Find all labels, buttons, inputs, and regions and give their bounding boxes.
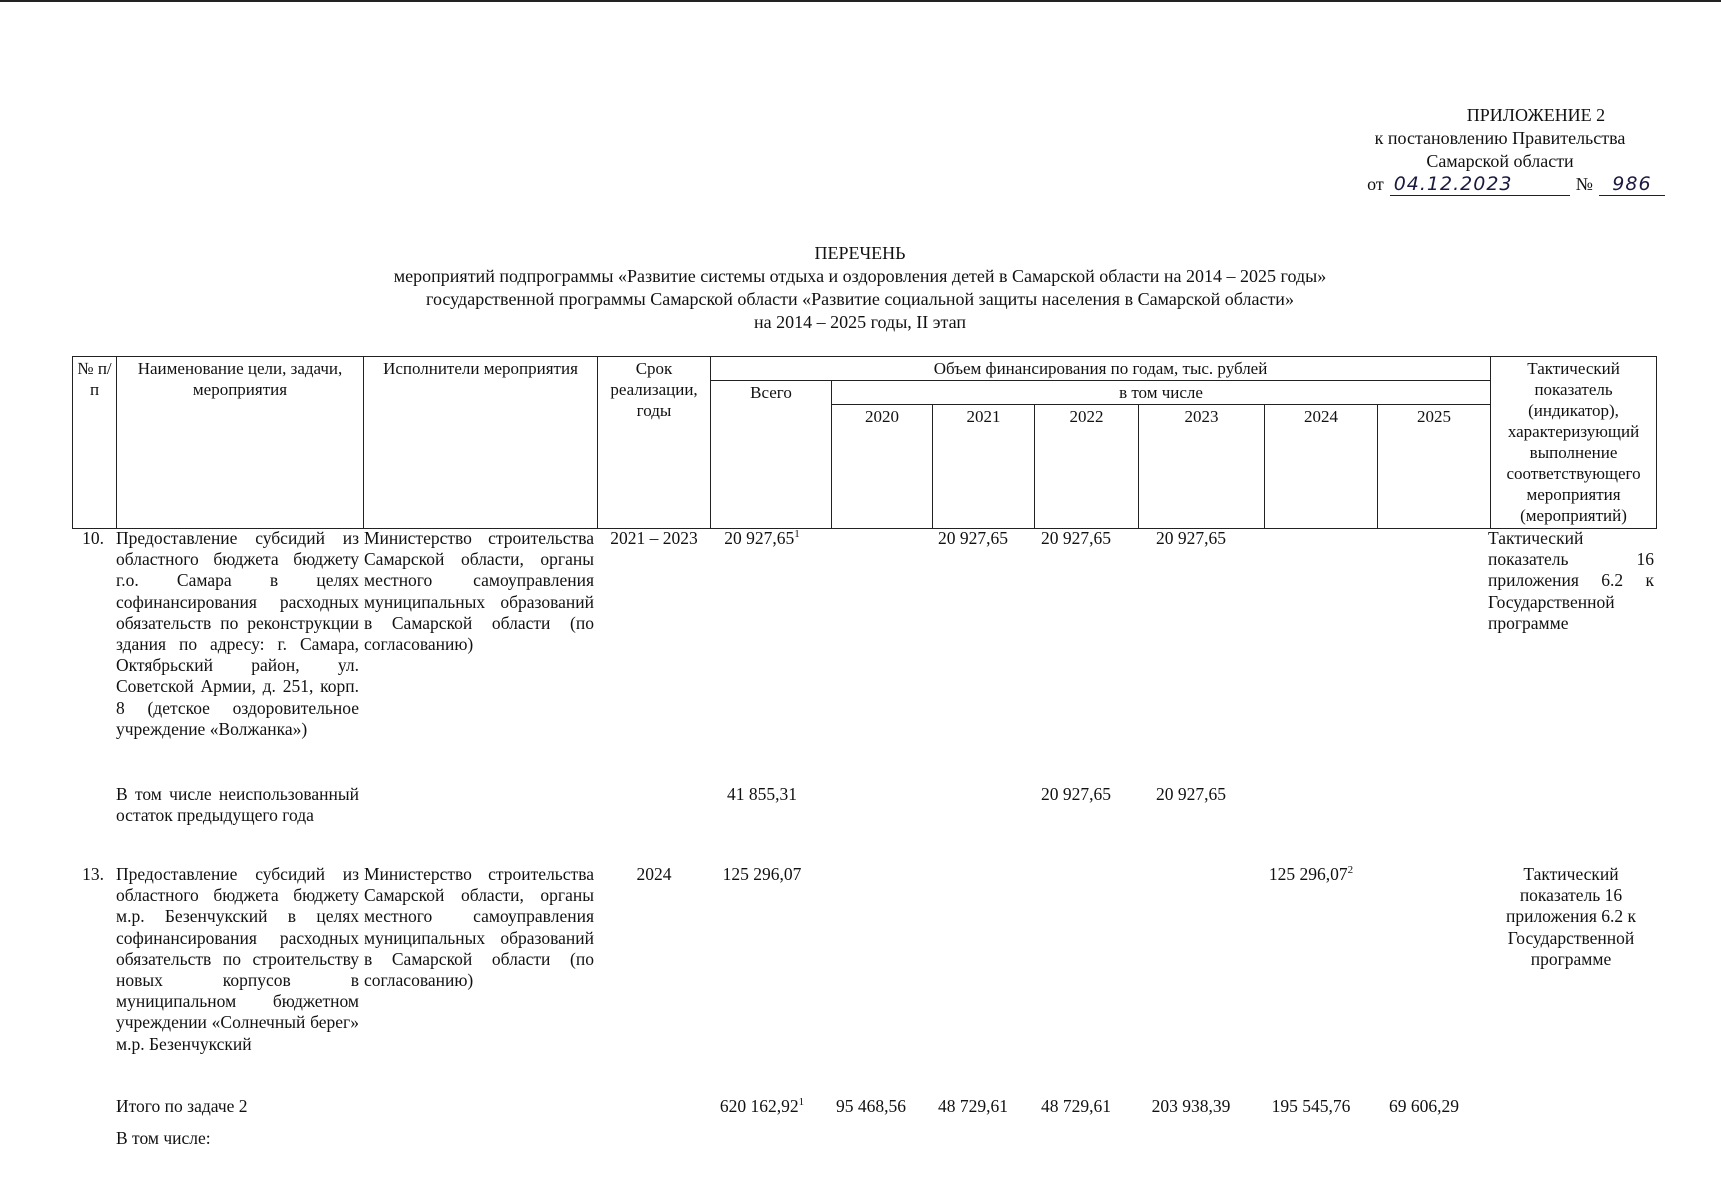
row-2023: 20 927,65 — [1156, 528, 1226, 548]
row-2022: 48 729,61 — [1041, 1096, 1111, 1116]
appendix-line-1: к постановлению Правительства — [1374, 128, 1626, 148]
header-funding: Объем финансирования по годам, тыс. рублей — [711, 357, 1491, 381]
header-total: Всего — [711, 381, 832, 529]
header-year-2020: 2020 — [832, 405, 933, 529]
row-indicator: Тактический показатель 16 приложения 6.2 к Государственной программе — [1488, 528, 1654, 633]
appendix-line-2: Самарской области — [1426, 151, 1574, 171]
row-2021: 20 927,65 — [938, 528, 1008, 548]
header-term: Срок реализации, годы — [598, 357, 711, 529]
row-name: В том числе: — [116, 1128, 211, 1148]
row-2021: 48 729,61 — [938, 1096, 1008, 1116]
row-term: 2021 – 2023 — [610, 528, 698, 548]
document-subtitle-1: мероприятий подпрограммы «Развитие системы отдыха и оздоровления детей в Самарской области на 2014 – 2025 годы» — [393, 266, 1327, 286]
header-indicator: Тактический показатель (индикатор), характеризующий выполнение соответствующего мероприятия (мероприятий) — [1491, 357, 1657, 529]
row-indicator: Тактический показатель 16 приложения 6.2 к Государственной программе — [1505, 864, 1637, 969]
document-subtitle-2: государственной программы Самарской области «Развитие социальной защиты населения в Самарской области» — [426, 289, 1294, 309]
row-total — [706, 528, 818, 549]
total-value: 20 927,65 — [724, 528, 795, 548]
y2024-footnote: 2 — [1347, 864, 1354, 877]
row-executors: Министерство строительства Самарской области, органы местного самоуправления муниципальных образований в Самарской области (по согласованию) — [364, 864, 594, 991]
row-name: Предоставление субсидий из областного бюджета бюджету м.р. Безенчукский в целях софинансирования расходных обязательств по строительству новых корпусов в муниципальном бюджетном учреждении «Солнечный берег» м.р. Безенчукский — [116, 864, 359, 1054]
header-including: в том числе — [832, 381, 1491, 405]
resolution-date-line — [1316, 173, 1716, 196]
row-name: Предоставление субсидий из областного бюджета бюджету г.о. Самара в целях софинансирования расходных обязательств по реконструкции здания по адресу: г. Самара, Октябрьский район, ул. Советской Армии, д. 251, корп. 8 (детское оздоровительное учреждение «Волжанка») — [116, 528, 359, 739]
header-year-2025: 2025 — [1378, 405, 1491, 529]
header-year-2024: 2024 — [1265, 405, 1378, 529]
row-total — [706, 1096, 818, 1117]
row-2024 — [1255, 864, 1367, 885]
row-name: Итого по задаче 2 — [116, 1096, 248, 1116]
header-year-2022: 2022 — [1035, 405, 1139, 529]
row-number: 13. — [82, 864, 104, 884]
row-total: 125 296,07 — [722, 864, 802, 884]
header-year-2023: 2023 — [1139, 405, 1265, 529]
header-year-2021: 2021 — [933, 405, 1035, 529]
date-prefix: от — [1367, 174, 1384, 194]
table-header — [72, 356, 1657, 529]
appendix-header — [1300, 104, 1700, 196]
document-title-block — [260, 242, 1460, 334]
document-subtitle-3: на 2014 – 2025 годы, II этап — [754, 312, 966, 332]
total-value: 620 162,92 — [719, 1096, 799, 1116]
row-name: В том числе неиспользованный остаток предыдущего года — [116, 784, 359, 826]
document-title: ПЕРЕЧЕНЬ — [814, 243, 906, 263]
total-footnote: 1 — [794, 528, 800, 541]
row-2022: 20 927,65 — [1041, 528, 1111, 548]
handwritten-date: 04.12.2023 — [1390, 173, 1570, 196]
page-top-border — [0, 0, 1721, 2]
row-number: 10. — [82, 528, 104, 548]
row-total: 41 855,31 — [727, 784, 797, 804]
total-footnote: 1 — [798, 1096, 805, 1109]
header-name: Наименование цели, задачи, мероприятия — [117, 357, 364, 529]
header-no: № п/п — [73, 357, 117, 529]
row-term: 2024 — [636, 864, 672, 884]
row-2020: 95 468,56 — [836, 1096, 906, 1116]
number-prefix: № — [1575, 174, 1593, 194]
row-2024: 195 545,76 — [1271, 1096, 1351, 1116]
row-2022: 20 927,65 — [1041, 784, 1111, 804]
header-executors: Исполнители мероприятия — [364, 357, 598, 529]
y2024-value: 125 296,07 — [1268, 864, 1348, 884]
row-executors: Министерство строительства Самарской области, органы местного самоуправления муниципальных образований в Самарской области (по согласованию) — [364, 528, 594, 655]
appendix-title: ПРИЛОЖЕНИЕ 2 — [1466, 105, 1606, 125]
handwritten-number: 986 — [1599, 173, 1665, 196]
row-2023: 203 938,39 — [1151, 1096, 1231, 1116]
row-2023: 20 927,65 — [1156, 784, 1226, 804]
row-2025: 69 606,29 — [1389, 1096, 1459, 1116]
